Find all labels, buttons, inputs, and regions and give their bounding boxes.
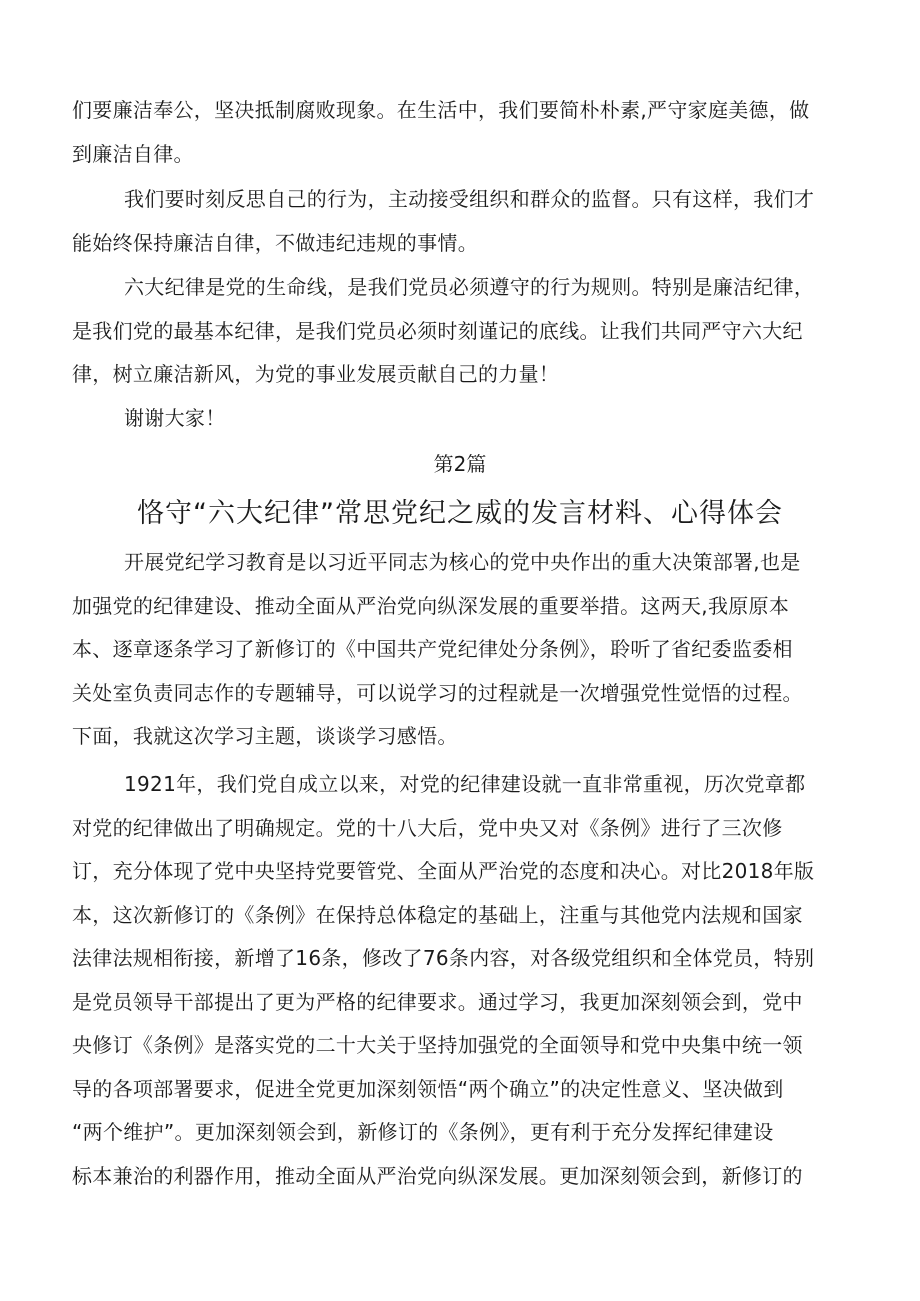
text-line: 本、逐章逐条学习了新修订的《中国共产党纪律处分条例》，聆听了省纪委监委相 bbox=[72, 637, 793, 661]
text-line: 能始终保持廉洁自律，不做违纪违规的事情。 bbox=[72, 230, 478, 255]
paragraph bbox=[72, 266, 862, 397]
text-line: 们要廉洁奉公，坚决抵制腐败现象。在生活中，我们要简朴朴素,严守家庭美德，做 bbox=[72, 98, 810, 122]
section-title: 恪守“六大纪律”常思党纪之威的发言材料、心得体会 bbox=[137, 498, 783, 529]
text-line: 本，这次新修订的《条例》在保持总体稳定的基础上，注重与其他党内法规和国家 bbox=[72, 902, 803, 927]
text-line: 六大纪律是党的生命线，是我们党员必须遵守的行为规则。特别是廉洁纪律， bbox=[124, 275, 815, 299]
text-line: 订，充分体现了党中央坚持党要管党、全面从严治党的态度和决心。对比2018年版 bbox=[72, 859, 815, 883]
text-line: “两个维护”。更加深刻领会到，新修订的《条例》，更有利于充分发挥纪律建设 bbox=[72, 1120, 774, 1144]
text-line: 加强党的纪律建设、推动全面从严治党向纵深发展的重要举措。这两天,我原原本 bbox=[72, 593, 790, 618]
paragraph-closing bbox=[72, 397, 862, 441]
text-line: 到廉洁自律。 bbox=[72, 141, 194, 166]
text-line: 开展党纪学习教育是以习近平同志为核心的党中央作出的重大决策部署,也是 bbox=[124, 550, 801, 574]
text-line: 对党的纪律做出了明确规定。党的十八大后，党中央又对《条例》进行了三次修 bbox=[72, 815, 783, 840]
text-line: 关处室负责同志作的专题辅导，可以说学习的过程就是一次增强党性觉悟的过程。 bbox=[72, 680, 803, 705]
text-line: 法律法规相衔接，新增了16条，修改了76条内容，对各级党组织和全体党员，特别 bbox=[72, 946, 815, 970]
text-line: 1921年，我们党自成立以来，对党的纪律建设就一直非常重视，历次党章都 bbox=[124, 772, 806, 796]
text-line: 标本兼治的利器作用，推动全面从严治党向纵深发展。更加深刻领会到，新修订的 bbox=[72, 1163, 803, 1188]
text-line: 是党员领导干部提出了更为严格的纪律要求。通过学习，我更加深刻领会到，党中 bbox=[72, 989, 803, 1014]
paragraph bbox=[72, 178, 862, 265]
text-line: 我们要时刻反思自己的行为，主动接受组织和群众的监督。只有这样，我们才 bbox=[124, 187, 815, 211]
text-line: 是我们党的最基本纪律，是我们党员必须时刻谨记的底线。让我们共同严守六大纪 bbox=[72, 318, 803, 343]
paragraph-continuation bbox=[72, 89, 862, 176]
paragraph bbox=[72, 763, 862, 1198]
text-line: 谢谢大家！ bbox=[124, 406, 226, 430]
text-line: 律，树立廉洁新风，为党的事业发展贡献自己的力量！ bbox=[72, 362, 560, 386]
paragraph bbox=[72, 541, 862, 759]
section-number: 第2篇 bbox=[433, 452, 487, 476]
text-line: 导的各项部署要求，促进全党更加深刻领悟“两个确立”的决定性意义、坚决做到 bbox=[72, 1076, 784, 1101]
text-line: 下面，我就这次学习主题，谈谈学习感悟。 bbox=[72, 724, 458, 748]
text-line: 央修订《条例》是落实党的二十大关于坚持加强党的全面领导和党中央集中统一领 bbox=[72, 1033, 803, 1057]
